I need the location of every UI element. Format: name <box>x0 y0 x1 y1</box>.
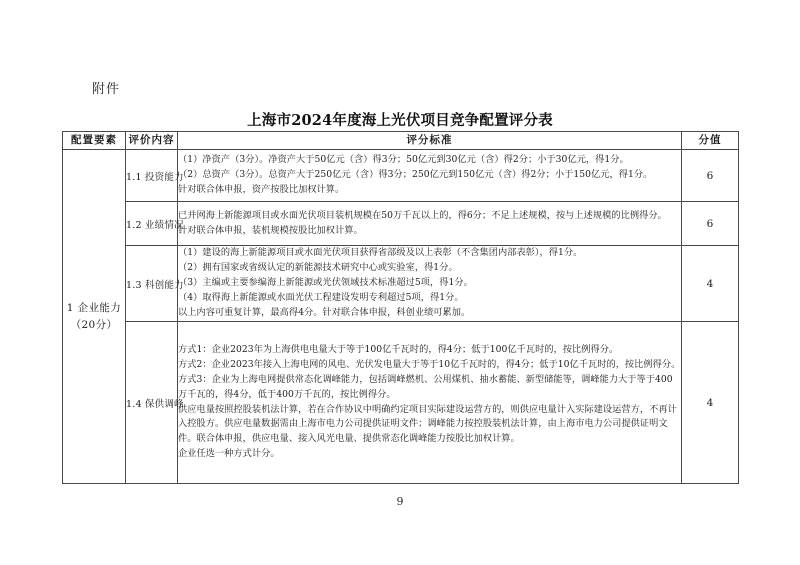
criteria-line: 已并网海上新能源项目或水面光伏项目装机规模在50万千瓦以上的，得6分；不足上述规模，按与上述规模的比例得分。 <box>178 209 667 221</box>
criteria-cell <box>178 246 682 322</box>
content-label: 1.3 科创能力 <box>126 246 178 322</box>
criteria-line: （1）净资产（3分）。净资产大于50亿元（含）得3分；50亿元到30亿元（含）得2分；小于30亿元，得1分。 <box>178 154 629 166</box>
table-row <box>63 246 739 322</box>
content-label: 1.2 业绩情况 <box>126 202 178 246</box>
criteria-line: 方式3：企业为上海电网提供常态化调峰能力，包括调峰燃机、公用煤机、抽水蓄能、新型储能等，调峰能力大于等于400万千瓦的，得4分，低于400万千瓦的，按比例得分。 <box>178 373 673 400</box>
criteria-line: （1）建设的海上新能源项目或水面光伏项目获得省部级及以上表彰（不含集团内部表彰），得1分。 <box>178 247 583 259</box>
score-value: 4 <box>682 246 739 322</box>
table-row <box>63 202 739 246</box>
factor-group-points: （20分） <box>70 318 118 331</box>
scoring-table <box>62 131 739 484</box>
column-header-content: 评价内容 <box>126 132 178 150</box>
criteria-cell <box>178 202 682 246</box>
table-row <box>63 322 739 484</box>
criteria-line: 方式2：企业2023年接入上海电网的风电、光伏发电量大于等于10亿千瓦时的，得4分；低于10亿千瓦时的，按比例得分。 <box>178 358 681 370</box>
criteria-line: 方式1：企业2023年为上海供电电量大于等于100亿千瓦时的，得4分；低于100亿千瓦时的，按比例得分。 <box>178 343 619 355</box>
page-title: 上海市2024年度海上光伏项目竞争配置评分表 <box>247 112 553 129</box>
criteria-line: 针对联合体申报，资产按股比加权计算。 <box>178 183 345 195</box>
criteria-line: （2）总资产（3分）。总资产大于250亿元（含）得3分；250亿元到150亿元（含）得2分；小于150亿元，得1分。 <box>178 169 653 181</box>
criteria-cell <box>178 150 682 202</box>
criteria-line: 供应电量按照控股装机法计算，若在合作协议中明确约定项目实际建设运营方的，则供应电量计入实际建设运营方，不再计入控股方。供应电量数据需由上海市电力公司提供证明文件；调峰能力按控股装机法计算，由上海市电力公司提供证明文件。联合体申报，供应电量、接入风光电量、提供常态化调峰能力按股比加权计算。 <box>178 403 677 445</box>
criteria-line: 企业任选一种方式计分。 <box>178 448 280 460</box>
content-label: 1.4 保供调峰 <box>126 322 178 484</box>
factor-group-cell <box>63 150 126 484</box>
attachment-label: 附件 <box>92 82 121 97</box>
criteria-line: （2）拥有国家或省级认定的新能源技术研究中心或实验室，得1分。 <box>178 262 458 274</box>
factor-group-name: 1 企业能力 <box>66 302 122 315</box>
criteria-line: （3）主编或主要参编海上新能源或光伏领域技术标准超过5项，得1分。 <box>178 277 473 289</box>
criteria-line: 以上内容可重复计算，最高得4分。针对联合体申报，科创业绩可累加。 <box>178 306 471 318</box>
table-header-row <box>63 132 739 150</box>
column-header-factor: 配置要素 <box>63 132 126 150</box>
criteria-cell <box>178 322 682 484</box>
table-row <box>63 150 739 202</box>
score-value: 4 <box>682 322 739 484</box>
criteria-line: 针对联合体申报，装机规模按股比加权计算。 <box>178 224 363 236</box>
criteria-line: （4）取得海上新能源或水面光伏工程建设发明专利超过5项，得1分。 <box>178 291 464 303</box>
score-value: 6 <box>682 202 739 246</box>
column-header-score: 分值 <box>682 132 739 150</box>
page-number: 9 <box>396 495 404 508</box>
score-value: 6 <box>682 150 739 202</box>
content-label: 1.1 投资能力 <box>126 150 178 202</box>
column-header-criteria: 评分标准 <box>178 132 682 150</box>
